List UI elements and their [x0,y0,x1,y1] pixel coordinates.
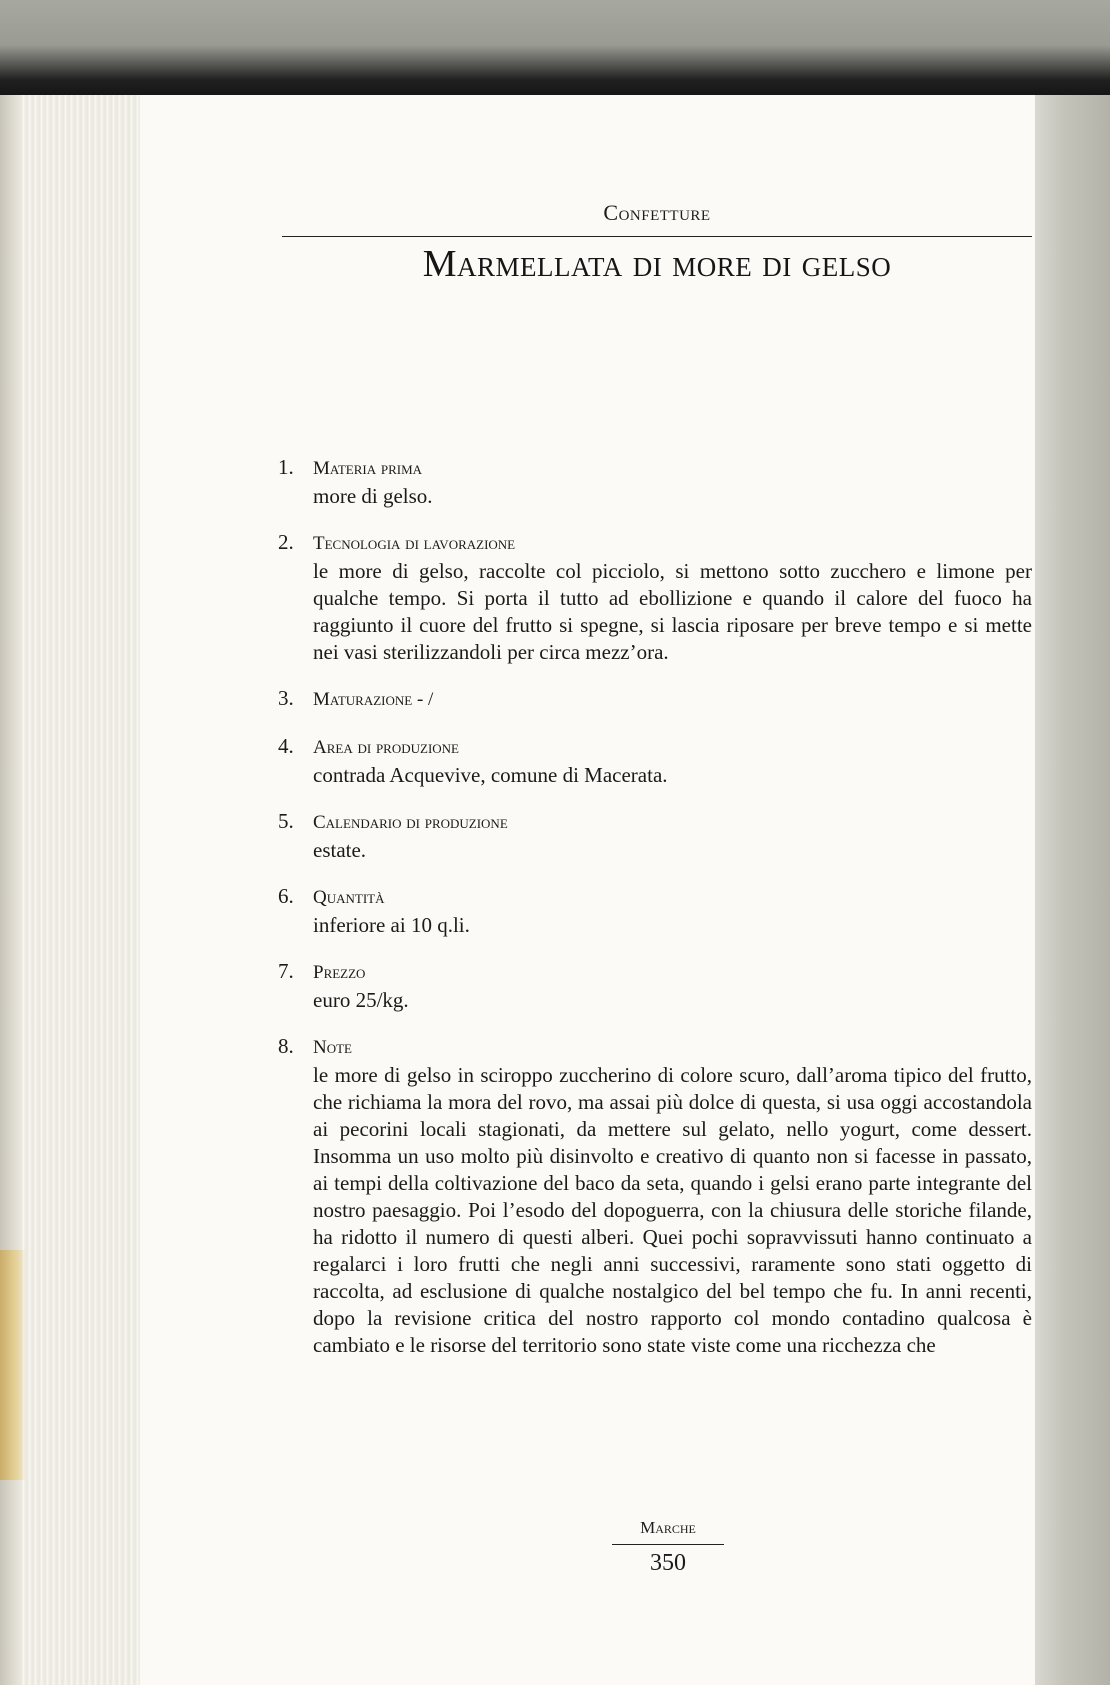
item-number: 5. [278,809,294,833]
list-item [260,884,1032,939]
item-number: 8. [278,1034,294,1058]
bookmark-ribbon [0,1250,26,1480]
footer-rule [612,1544,724,1545]
list-item [260,959,1032,1014]
footer-region: Marche [640,1518,696,1537]
list-item [260,734,1032,789]
item-number: 2. [278,530,294,554]
item-text: contrada Acquevive, comune di Macerata. [313,763,668,787]
item-heading: Materia prima [313,458,423,479]
item-heading: Area di produzione [313,737,459,758]
entry-list [260,455,1032,1379]
item-number: 1. [278,455,294,479]
scanner-background [0,0,1110,100]
item-text: euro 25/kg. [313,988,409,1012]
item-heading: Note [313,1037,352,1058]
list-item [260,809,1032,864]
item-number: 7. [278,959,294,983]
list-item [260,1034,1032,1359]
item-text: le more di gelso, raccolte col picciolo, si mettono sotto zucchero e limone per qualche tempo. Si porta il tutto ad ebollizione e quando il calore del fuoco ha raggiunto il cuore del frutto si spegne, si lascia riposare per breve tempo e si mette nei vasi sterilizzandoli per circa mezz’ora. [313,559,1032,664]
item-heading: Calendario di produzione [313,812,508,833]
item-heading: Prezzo [313,962,366,983]
item-heading: Quantità [313,887,385,908]
list-item [260,686,1032,714]
section-header: Confetture [603,200,711,225]
item-text: estate. [313,838,367,862]
page-title: Marmellata di more di gelso [422,243,892,285]
item-number: 3. [278,686,294,710]
item-heading: Tecnologia di lavorazione [313,533,516,554]
item-number: 6. [278,884,294,908]
list-item [260,530,1032,666]
page-number: 350 [650,1550,686,1576]
book-right-edge [1035,95,1110,1685]
item-number: 4. [278,734,294,758]
header-rule [282,236,1032,237]
item-text: inferiore ai 10 q.li. [313,913,470,937]
item-text: le more di gelso in sciroppo zuccherino di colore scuro, dall’aroma tipico del frutto, che richiama la mora del rovo, ma assai più dolce di questa, si usa oggi accostandola ai pecorini locali stagionati, da mettere sul gelato, nello yogurt, come dessert. Insomma un uso molto più disinvolto e creativo di quanto non si facesse in passato, ai tempi della coltivazione del baco da seta, quando i gelsi erano parte integrante del nostro paesaggio. Poi l’esodo del dopoguerra, con la chiusura delle storiche filande, ha ridotto il numero di questi alberi. Quei pochi sopravvissuti hanno continuato a regalarci i loro frutti che negli anni successivi, raramente sono stati oggetto di raccolta, ad esclusione di qualche nostalgico del bel tempo che fu. In anni recenti, dopo la revisione critica del nostro rapporto col mondo contadino qualcosa è cambiato e le risorse del territorio sono state viste come una ricchezza che [313,1063,1032,1357]
item-text: more di gelso. [313,484,433,508]
list-item [260,455,1032,510]
item-heading: Maturazione - / [313,689,434,710]
